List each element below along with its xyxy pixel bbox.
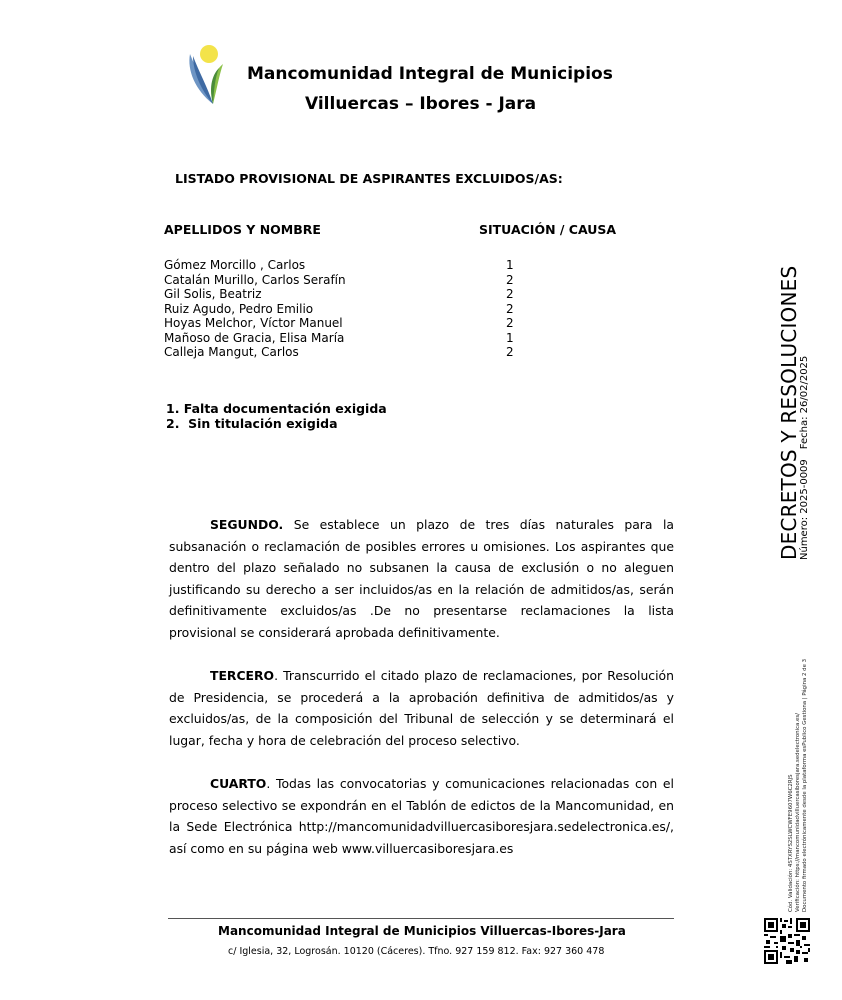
cause-code: 2 xyxy=(506,345,514,359)
applicant-name: Catalán Murillo, Carlos Serafín xyxy=(164,272,346,287)
cause-legend-item: 2. Sin titulación exigida xyxy=(166,415,338,431)
paragraph-segundo xyxy=(169,514,674,644)
applicant-name: Gil Solis, Beatriz xyxy=(164,287,262,301)
cause-legend-item: 1. Falta documentación exigida xyxy=(166,401,387,416)
validation-code: Cód. Validación: 4STXRYS2SLWCWFE9607W6C2RJS xyxy=(788,774,794,912)
signature-note: Documento firmado electrónicamente desde la plataforma esPublico Gestiona | Página 2 de 3 xyxy=(802,658,808,912)
org-name-line2: Villuercas – Ibores - Jara xyxy=(305,94,537,114)
paragraph-cuarto xyxy=(169,773,674,859)
column-header-name: APELLIDOS Y NOMBRE xyxy=(164,222,321,237)
paragraph-text: . Todas las convocatorias y comunicaciones relacionadas con el proceso selectivo se expondrán en el Tablón de edictos de la Mancomunidad, en la Sede Electrónica http://mancomunidadvilluercasiboresjara.sedelectronica.es/, así como en su página web www.villuercasiboresjara.es xyxy=(169,776,674,856)
table-row xyxy=(164,345,544,360)
org-name-line1: Mancomunidad Integral de Municipios xyxy=(247,64,613,84)
paragraph-text: Se establece un plazo de tres días naturales para la subsanación o reclamación de posibles errores u omisiones. Los aspirantes que dentro del plazo señalado no subsanen la causa de exclusión o no aleguen justificando su derecho a ser incluidos/as en la relación de admitidos/as, serán definitivamente excluidos/as .De no presentarse reclamaciones la lista provisional se considerará aprobada definitivamente. xyxy=(169,517,674,640)
qr-code-icon xyxy=(764,918,810,964)
paragraph-text: . Transcurrido el citado plazo de reclamaciones, por Resolución de Presidencia, se procederá a la aprobación definitiva de admitidos/as y excluidos/as, de la composición del Tribunal de selección y se determinará el lugar, fecha y hora de celebración del proceso selectivo. xyxy=(169,668,674,748)
table-row xyxy=(164,258,544,273)
table-row xyxy=(164,287,544,302)
mancomunidad-logo-icon xyxy=(183,42,227,106)
cause-code: 1 xyxy=(506,258,514,272)
table-row xyxy=(164,316,544,331)
applicant-name: Calleja Mangut, Carlos xyxy=(164,345,299,359)
cause-code: 2 xyxy=(506,316,514,330)
cause-code: 1 xyxy=(506,330,514,345)
applicant-name: Hoyas Melchor, Víctor Manuel xyxy=(164,316,343,330)
stamp-number: Número: 2025-0009 xyxy=(799,459,810,560)
paragraph-lead: CUARTO xyxy=(210,776,267,791)
applicant-name: Mañoso de Gracia, Elisa María xyxy=(164,330,345,345)
applicant-name: Gómez Morcillo , Carlos xyxy=(164,258,306,272)
footer-divider xyxy=(168,918,674,919)
stamp-title: DECRETOS Y RESOLUCIONES xyxy=(777,265,801,560)
footer-address: c/ Iglesia, 32, Logrosán. 10120 (Cáceres). Tfno. 927 159 812. Fax: 927 360 478 xyxy=(228,946,605,957)
stamp-meta xyxy=(799,356,810,560)
footer-org: Mancomunidad Integral de Municipios Villuercas-Ibores-Jara xyxy=(218,924,626,938)
table-row xyxy=(164,302,544,317)
list-title: LISTADO PROVISIONAL DE ASPIRANTES EXCLUIDOS/AS: xyxy=(175,171,563,186)
verification-url: Verificación: https://mancomunidadvilluercasiboresjara.sedelectronica.es/ xyxy=(795,712,801,912)
applicant-name: Ruiz Agudo, Pedro Emilio xyxy=(164,301,314,316)
cause-legend xyxy=(166,402,387,431)
stamp-date: Fecha: 26/02/2025 xyxy=(799,355,810,450)
column-header-cause: SITUACIÓN / CAUSA xyxy=(479,222,617,237)
cause-code: 2 xyxy=(506,301,514,316)
paragraph-lead: TERCERO xyxy=(210,668,275,683)
paragraph-tercero xyxy=(169,665,674,751)
table-row xyxy=(164,331,544,346)
cause-code: 2 xyxy=(506,272,514,287)
excluded-list xyxy=(164,258,544,360)
cause-code: 2 xyxy=(506,287,514,301)
paragraph-lead: SEGUNDO. xyxy=(210,517,284,532)
table-row xyxy=(164,273,544,288)
